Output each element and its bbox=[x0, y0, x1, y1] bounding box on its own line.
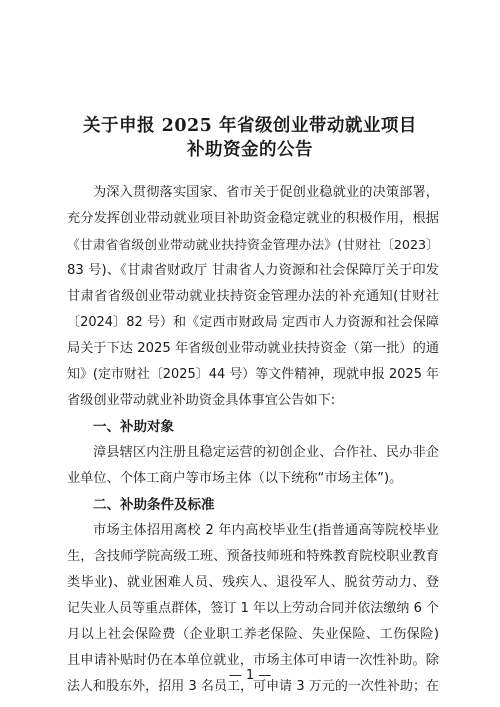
paragraph-1-line: 为深入贯彻落实国家、省市关于促创业稳就业的决策部署， bbox=[93, 185, 439, 200]
section-2-line: 市场主体招用离校 2 年内高校毕业生(指普通高等院校毕业 bbox=[93, 523, 439, 538]
section-1-line: 业单位、个体工商户等市场主体（以下统称“市场主体”)。 bbox=[67, 471, 403, 486]
paragraph-1-line: 充分发挥创业带动就业项目补助资金稳定就业的积极作用，根据 bbox=[67, 211, 439, 226]
paragraph-1-line: 甘肃省省级创业带动就业扶持资金管理办法的补充通知(甘财社 bbox=[67, 289, 439, 304]
section-2-heading: 二、补助条件及标准 bbox=[93, 497, 215, 513]
paragraph-1-line: 《甘肃省省级创业带动就业扶持资金管理办法》(甘财社〔2023〕 bbox=[67, 237, 439, 252]
section-2-line: 月以上社会保险费（企业职工养老保险、失业保险、工伤保险) bbox=[67, 627, 439, 642]
document-title-line-2: 补助资金的公告 bbox=[187, 140, 313, 160]
section-2-line: 且申请补贴时仍在本单位就业，市场主体可申请一次性补助。除 bbox=[67, 653, 439, 668]
paragraph-1-line: 83 号)、《甘肃省财政厅 甘肃省人力资源和社会保障厅关于印发 bbox=[67, 263, 439, 278]
section-2-line: 法人和股东外，招用 3 名员工，可申请 3 万元的一次性补助；在 bbox=[67, 679, 439, 694]
document-title-line-1: 关于申报 2025 年省级创业带动就业项目 bbox=[83, 116, 417, 136]
paragraph-1-line: 局关于下达 2025 年省级创业带动就业扶持资金（第一批）的通 bbox=[67, 341, 439, 356]
section-2-line: 记失业人员等重点群体，签订 1 年以上劳动合同并依法缴纳 6 个 bbox=[67, 601, 439, 616]
paragraph-1-line: 〔2024〕82 号）和《定西市财政局 定西市人力资源和社会保障 bbox=[67, 315, 439, 330]
section-2-line: 生，含技师学院高级工班、预备技师班和特殊教育院校职业教育 bbox=[67, 549, 439, 564]
paragraph-1-line: 省级创业带动就业补助资金具体事宜公告如下: bbox=[67, 393, 336, 408]
section-1-line: 漳县辖区内注册且稳定运营的初创企业、合作社、民办非企 bbox=[93, 445, 439, 460]
section-1-heading: 一、补助对象 bbox=[93, 419, 174, 435]
paragraph-1-line: 知》(定市财社〔2025〕44 号）等文件精神，现就申报 2025 年 bbox=[67, 367, 439, 382]
section-2-line: 类毕业)、就业困难人员、残疾人、退役军人、脱贫劳动力、登 bbox=[67, 575, 439, 590]
page-number: — 1 — bbox=[228, 668, 272, 683]
